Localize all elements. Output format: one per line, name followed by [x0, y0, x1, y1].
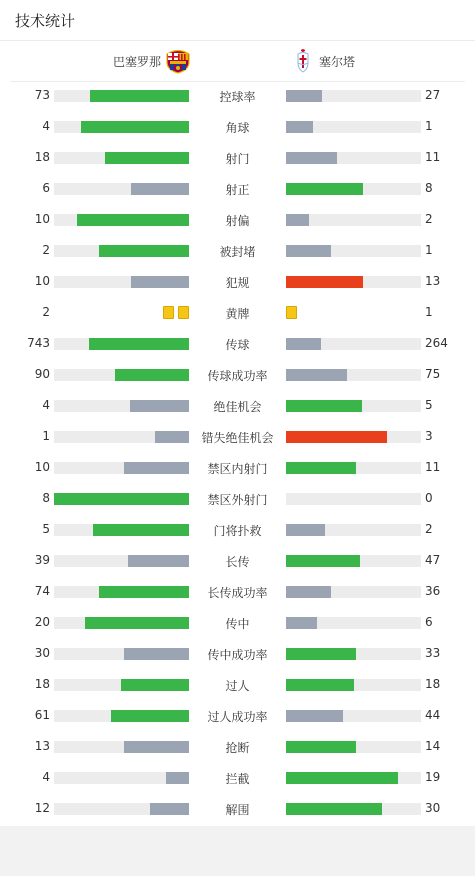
celta-crest-icon — [294, 48, 312, 74]
away-stat-bar — [286, 803, 382, 815]
home-stat-bar — [93, 524, 189, 536]
home-stat-bar — [81, 121, 189, 133]
away-stat-bar — [286, 400, 362, 412]
away-stat-value: 6 — [425, 615, 433, 629]
stat-row — [0, 427, 475, 447]
away-stat-value: 5 — [425, 398, 433, 412]
stat-label: 绝佳机会 — [213, 400, 262, 414]
home-stat-bar — [130, 400, 189, 412]
stat-label: 传中成功率 — [207, 648, 268, 662]
home-stat-bar-track — [54, 524, 189, 536]
home-stat-bar — [105, 152, 189, 164]
stat-row — [0, 737, 475, 757]
home-stat-value: 20 — [34, 615, 50, 629]
away-stat-bar-track — [286, 803, 421, 815]
home-stat-value: 4 — [42, 119, 50, 133]
home-stat-bar-track — [54, 183, 189, 195]
barcelona-crest-icon — [165, 48, 191, 74]
home-stat-value: 2 — [42, 243, 50, 257]
home-stat-value: 8 — [42, 491, 50, 505]
stat-row — [0, 365, 475, 385]
yellow-card-icon — [286, 306, 297, 319]
home-stat-bar — [166, 772, 189, 784]
home-stat-value: 10 — [34, 212, 50, 226]
away-stat-value: 0 — [425, 491, 433, 505]
stat-row — [0, 148, 475, 168]
teams-divider — [10, 81, 465, 82]
away-stat-bar-track — [286, 90, 421, 102]
stat-row — [0, 582, 475, 602]
away-stat-value: 30 — [425, 801, 441, 815]
home-stat-bar — [155, 431, 189, 443]
home-stat-value: 73 — [34, 88, 50, 102]
away-stat-value: 19 — [425, 770, 441, 784]
home-stat-value: 10 — [34, 460, 50, 474]
home-stat-value: 13 — [34, 739, 50, 753]
home-stat-bar-track — [54, 400, 189, 412]
stat-row — [0, 675, 475, 695]
stat-row — [0, 644, 475, 664]
away-stat-value: 1 — [425, 243, 433, 257]
home-stat-bar-track — [54, 648, 189, 660]
stat-label: 黄牌 — [225, 307, 250, 321]
away-stat-value: 27 — [425, 88, 441, 102]
stat-row — [0, 241, 475, 261]
home-stat-bar-track — [54, 121, 189, 133]
stat-row — [0, 396, 475, 416]
yellow-card-icon — [178, 306, 189, 319]
home-yellow-cards — [163, 306, 189, 319]
stat-label: 射门 — [225, 152, 250, 166]
away-stat-bar-track — [286, 741, 421, 753]
home-team-name: 巴塞罗那 — [112, 55, 161, 69]
home-stat-bar — [131, 276, 189, 288]
home-stat-bar-track — [54, 276, 189, 288]
home-stat-bar — [111, 710, 189, 722]
away-stat-value: 1 — [425, 305, 433, 319]
home-stat-bar-track — [54, 214, 189, 226]
stat-label: 错失绝佳机会 — [201, 431, 274, 445]
away-stat-value: 13 — [425, 274, 441, 288]
stat-label: 长传 — [225, 555, 250, 569]
away-stat-bar-track — [286, 338, 421, 350]
away-stat-bar-track — [286, 555, 421, 567]
away-stat-value: 11 — [425, 460, 441, 474]
stat-row — [0, 768, 475, 788]
away-stat-value: 11 — [425, 150, 441, 164]
home-stat-value: 4 — [42, 398, 50, 412]
away-stat-bar-track — [286, 214, 421, 226]
home-stat-bar-track — [54, 338, 189, 350]
away-stat-bar — [286, 679, 354, 691]
home-stat-value: 90 — [34, 367, 50, 381]
away-stat-value: 8 — [425, 181, 433, 195]
home-stat-value: 1 — [42, 429, 50, 443]
stat-row — [0, 86, 475, 106]
away-stat-bar-track — [286, 152, 421, 164]
stat-label: 抢断 — [225, 741, 250, 755]
stat-label: 过人成功率 — [207, 710, 268, 724]
home-stat-value: 2 — [42, 305, 50, 319]
home-stat-bar-track — [54, 803, 189, 815]
stat-label: 传球 — [225, 338, 250, 352]
away-stat-bar — [286, 772, 398, 784]
home-stat-value: 4 — [42, 770, 50, 784]
home-stat-bar-track — [54, 493, 189, 505]
away-stat-bar — [286, 648, 356, 660]
home-stat-value: 12 — [34, 801, 50, 815]
away-stat-bar-track — [286, 121, 421, 133]
stat-row — [0, 551, 475, 571]
away-stat-value: 14 — [425, 739, 441, 753]
away-stat-bar-track — [286, 710, 421, 722]
stat-label: 禁区外射门 — [207, 493, 268, 507]
home-stat-bar-track — [54, 772, 189, 784]
stat-label: 角球 — [225, 121, 250, 135]
away-stat-bar-track — [286, 431, 421, 443]
home-stat-value: 5 — [42, 522, 50, 536]
stat-label: 门将扑救 — [213, 524, 262, 538]
stat-row — [0, 303, 475, 323]
home-stat-bar-track — [54, 586, 189, 598]
away-stat-bar-track — [286, 369, 421, 381]
home-stat-bar — [121, 679, 189, 691]
away-stat-value: 2 — [425, 522, 433, 536]
away-stat-value: 2 — [425, 212, 433, 226]
home-stat-bar — [124, 648, 189, 660]
home-stat-bar — [124, 741, 189, 753]
away-stat-bar-track — [286, 679, 421, 691]
home-stat-value: 30 — [34, 646, 50, 660]
away-stat-bar — [286, 555, 360, 567]
away-team-name: 塞尔塔 — [319, 55, 356, 69]
home-stat-bar-track — [54, 617, 189, 629]
stat-label: 传球成功率 — [207, 369, 268, 383]
away-stat-bar — [286, 586, 331, 598]
home-stat-value: 743 — [27, 336, 50, 350]
header-divider — [0, 40, 475, 41]
home-stat-bar-track — [54, 741, 189, 753]
away-stat-bar-track — [286, 276, 421, 288]
away-stat-bar — [286, 617, 317, 629]
home-stat-bar-track — [54, 462, 189, 474]
home-stat-bar-track — [54, 710, 189, 722]
home-stat-value: 10 — [34, 274, 50, 288]
stat-label: 犯规 — [225, 276, 250, 290]
home-stat-value: 18 — [34, 677, 50, 691]
away-stat-bar — [286, 710, 343, 722]
away-stat-bar — [286, 338, 321, 350]
away-stat-bar-track — [286, 493, 421, 505]
away-stat-value: 75 — [425, 367, 441, 381]
stat-label: 长传成功率 — [207, 586, 268, 600]
away-stat-value: 3 — [425, 429, 433, 443]
stat-row — [0, 334, 475, 354]
home-stat-bar-track — [54, 152, 189, 164]
home-stat-bar — [99, 245, 189, 257]
home-stat-bar-track — [54, 90, 189, 102]
away-stat-bar-track — [286, 617, 421, 629]
stat-row — [0, 799, 475, 819]
away-stat-value: 1 — [425, 119, 433, 133]
home-stat-bar-track — [54, 679, 189, 691]
away-yellow-cards — [286, 306, 297, 319]
home-stat-bar-track — [54, 431, 189, 443]
away-stat-bar — [286, 431, 387, 443]
home-stat-value: 61 — [34, 708, 50, 722]
away-stat-bar-track — [286, 586, 421, 598]
away-stat-bar-track — [286, 400, 421, 412]
stat-label: 传中 — [225, 617, 250, 631]
home-stat-bar — [128, 555, 189, 567]
stat-row — [0, 179, 475, 199]
home-stat-bar-track — [54, 369, 189, 381]
home-stat-bar — [54, 493, 189, 505]
away-stat-bar — [286, 462, 356, 474]
stat-label: 禁区内射门 — [207, 462, 268, 476]
home-stat-bar-track — [54, 245, 189, 257]
home-stat-value: 6 — [42, 181, 50, 195]
home-stat-bar — [90, 90, 189, 102]
stat-row — [0, 489, 475, 509]
yellow-card-icon — [163, 306, 174, 319]
home-stat-bar — [89, 338, 189, 350]
home-stat-bar — [131, 183, 189, 195]
home-stat-bar-track — [54, 555, 189, 567]
stat-row — [0, 613, 475, 633]
away-stat-bar — [286, 369, 347, 381]
home-stat-bar — [99, 586, 189, 598]
away-stat-value: 18 — [425, 677, 441, 691]
home-stat-bar — [115, 369, 189, 381]
home-stat-bar — [77, 214, 189, 226]
section-title: 技术统计 — [15, 12, 76, 30]
away-stat-bar — [286, 214, 309, 226]
stat-row — [0, 117, 475, 137]
stat-row — [0, 458, 475, 478]
away-stat-bar-track — [286, 462, 421, 474]
away-stat-bar-track — [286, 772, 421, 784]
stat-row — [0, 272, 475, 292]
stat-row — [0, 210, 475, 230]
away-stat-bar — [286, 524, 325, 536]
stat-row — [0, 706, 475, 726]
home-stat-value: 74 — [34, 584, 50, 598]
away-stat-bar-track — [286, 245, 421, 257]
home-stat-value: 39 — [34, 553, 50, 567]
away-stat-bar-track — [286, 648, 421, 660]
stat-label: 解围 — [225, 803, 250, 817]
away-stat-value: 44 — [425, 708, 441, 722]
away-stat-bar — [286, 245, 331, 257]
away-stat-value: 264 — [425, 336, 448, 350]
away-stat-bar — [286, 741, 356, 753]
stat-label: 被封堵 — [219, 245, 256, 259]
stat-row — [0, 520, 475, 540]
away-stat-bar — [286, 90, 322, 102]
home-stat-bar — [85, 617, 189, 629]
stat-label: 控球率 — [219, 90, 256, 104]
away-stat-value: 47 — [425, 553, 441, 567]
away-stat-value: 36 — [425, 584, 441, 598]
away-stat-bar — [286, 276, 363, 288]
away-stat-bar-track — [286, 183, 421, 195]
away-stat-bar — [286, 183, 363, 195]
away-stat-bar-track — [286, 524, 421, 536]
away-stat-bar — [286, 152, 337, 164]
home-stat-bar — [150, 803, 189, 815]
away-stat-bar — [286, 121, 313, 133]
away-stat-value: 33 — [425, 646, 441, 660]
home-stat-bar — [124, 462, 189, 474]
stat-label: 射偏 — [225, 214, 250, 228]
stat-label: 拦截 — [225, 772, 250, 786]
stat-label: 过人 — [225, 679, 250, 693]
stat-label: 射正 — [225, 183, 250, 197]
home-stat-value: 18 — [34, 150, 50, 164]
